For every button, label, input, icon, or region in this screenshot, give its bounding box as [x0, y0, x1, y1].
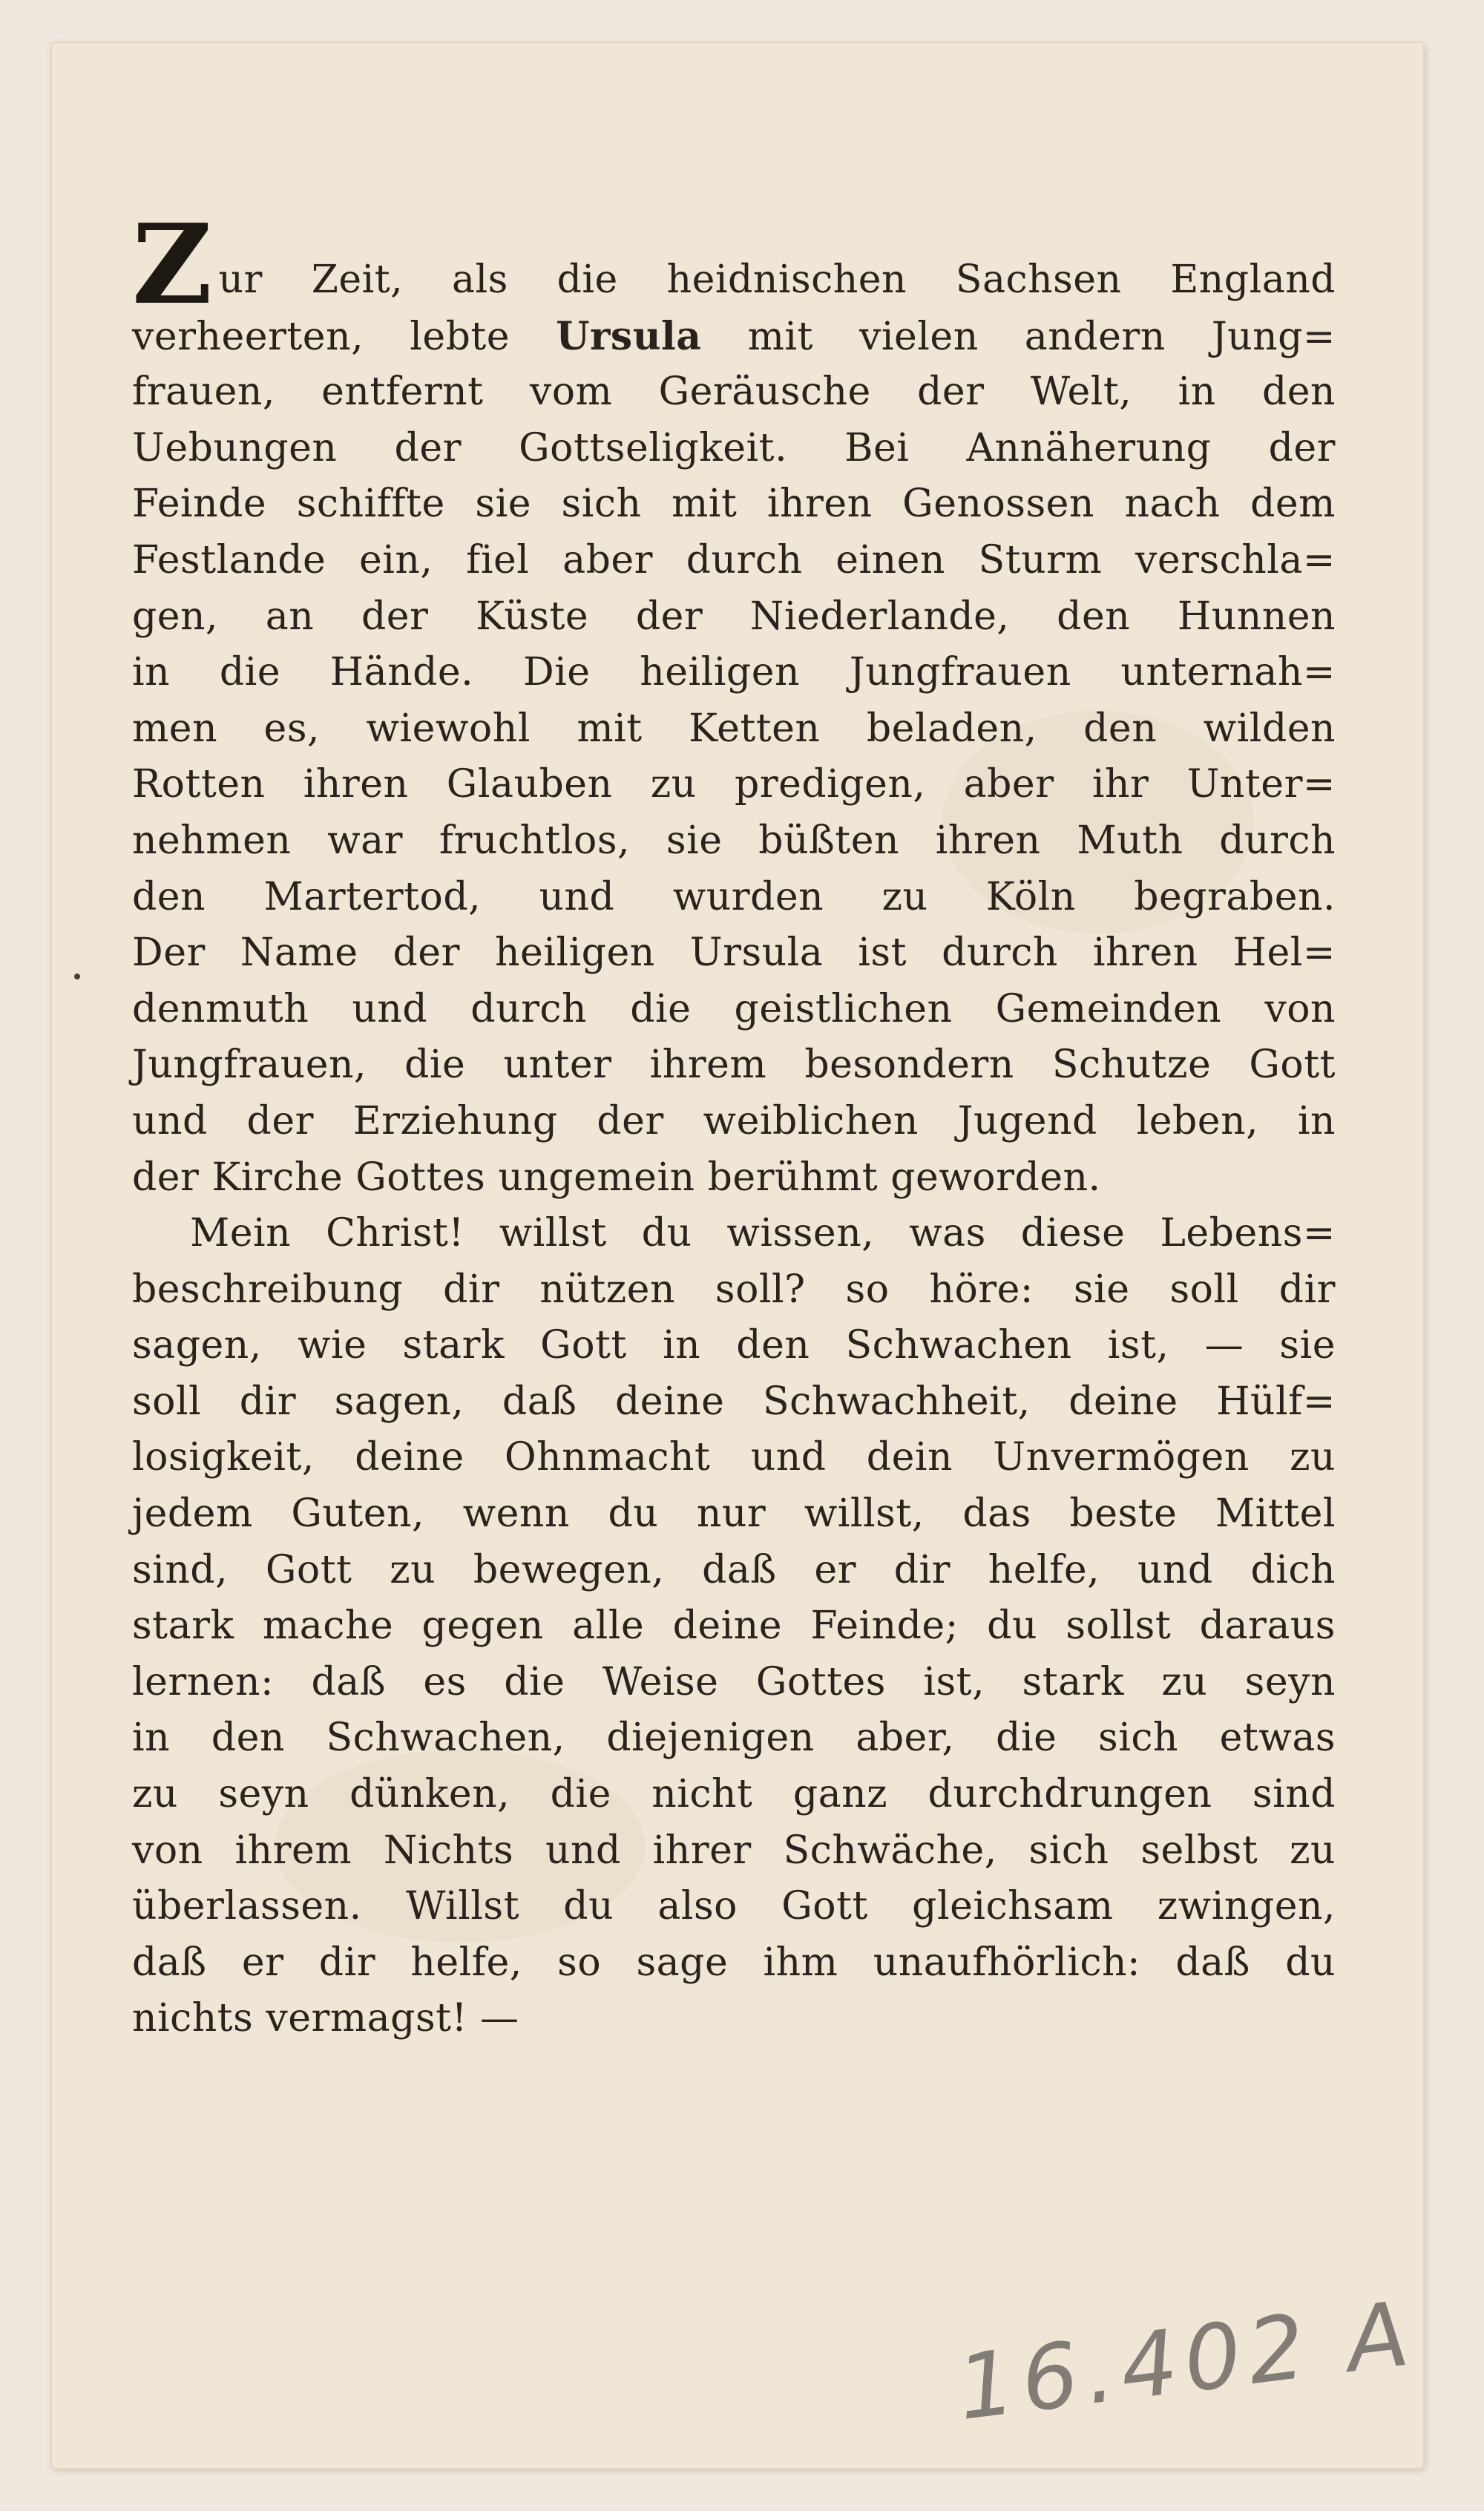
- drop-cap: Z: [132, 200, 213, 329]
- text-line: beschreibung dir nützen soll? so höre: sie soll dir: [132, 1267, 1336, 1312]
- text-line: frauen, entfernt vom Geräusche der Welt, in den: [132, 370, 1336, 415]
- text-line: von ihrem Nichts und ihrer Schwäche, sich selbst zu: [132, 1828, 1336, 1873]
- text-line: Der Name der heiligen Ursula ist durch ihren Hel=: [132, 930, 1336, 976]
- handwritten-catalog-number: 16.402 A: [952, 2282, 1422, 2441]
- saint-name: Ursula: [556, 313, 702, 359]
- text-line: denmuth und durch die geistlichen Gemeinden von: [132, 986, 1336, 1031]
- text-line: nichts vermagst! —: [132, 1996, 519, 2041]
- text-line: überlassen. Willst du also Gott gleichsam zwingen,: [132, 1884, 1336, 1929]
- text-line: zu seyn dünken, die nicht ganz durchdrungen sind: [132, 1772, 1336, 1817]
- text-line: soll dir sagen, daß deine Schwachheit, deine Hülf=: [132, 1379, 1336, 1424]
- text-line: verheerten, lebte Ursula mit vielen andern Jung=: [132, 313, 1336, 359]
- text-line: lernen: daß es die Weise Gottes ist, stark zu seyn: [132, 1659, 1336, 1704]
- text-line: Rotten ihren Glauben zu predigen, aber ihr Unter=: [132, 762, 1336, 807]
- text-line: men es, wiewohl mit Ketten beladen, den wilden: [132, 706, 1336, 751]
- text-line: losigkeit, deine Ohnmacht und dein Unvermögen zu: [132, 1435, 1336, 1480]
- text-line: und der Erziehung der weiblichen Jugend leben, in: [132, 1098, 1336, 1143]
- text-line: Festlande ein, fiel aber durch einen Sturm verschla=: [132, 537, 1336, 582]
- text-line: daß er dir helfe, so sage ihm unaufhörlich: daß du: [132, 1940, 1336, 1985]
- text-line: nehmen war fruchtlos, sie büßten ihren Muth durch: [132, 818, 1336, 863]
- legend-text: [132, 200, 1336, 2047]
- text-line: Mein Christ! willst du wissen, was diese Lebens=: [190, 1211, 1336, 1256]
- text-line: den Martertod, und wurden zu Köln begraben.: [132, 874, 1336, 919]
- text-line: in den Schwachen, diejenigen aber, die sich etwas: [132, 1716, 1336, 1761]
- text-line: jedem Guten, wenn du nur willst, das beste Mittel: [132, 1491, 1336, 1537]
- text-line: der Kirche Gottes ungemein berühmt geworden.: [132, 1155, 1101, 1200]
- text-line: Zur Zeit, als die heidnischen Sachsen England: [132, 200, 1336, 329]
- text-line: Jungfrauen, die unter ihrem besondern Schutze Gott: [132, 1043, 1336, 1088]
- text-line: Uebungen der Gottseligkeit. Bei Annäherung der: [132, 425, 1336, 470]
- text-line: in die Hände. Die heiligen Jungfrauen unternah=: [132, 650, 1336, 695]
- ink-dot: [74, 974, 80, 979]
- text-line: stark mache gegen alle deine Feinde; du sollst daraus: [132, 1604, 1336, 1649]
- text-line: sind, Gott zu bewegen, daß er dir helfe, und dich: [132, 1547, 1336, 1592]
- text-line: gen, an der Küste der Niederlande, den Hunnen: [132, 594, 1336, 639]
- text-line: sagen, wie stark Gott in den Schwachen ist, — sie: [132, 1323, 1336, 1368]
- text-line: Feinde schiffte sie sich mit ihren Genossen nach dem: [132, 482, 1336, 527]
